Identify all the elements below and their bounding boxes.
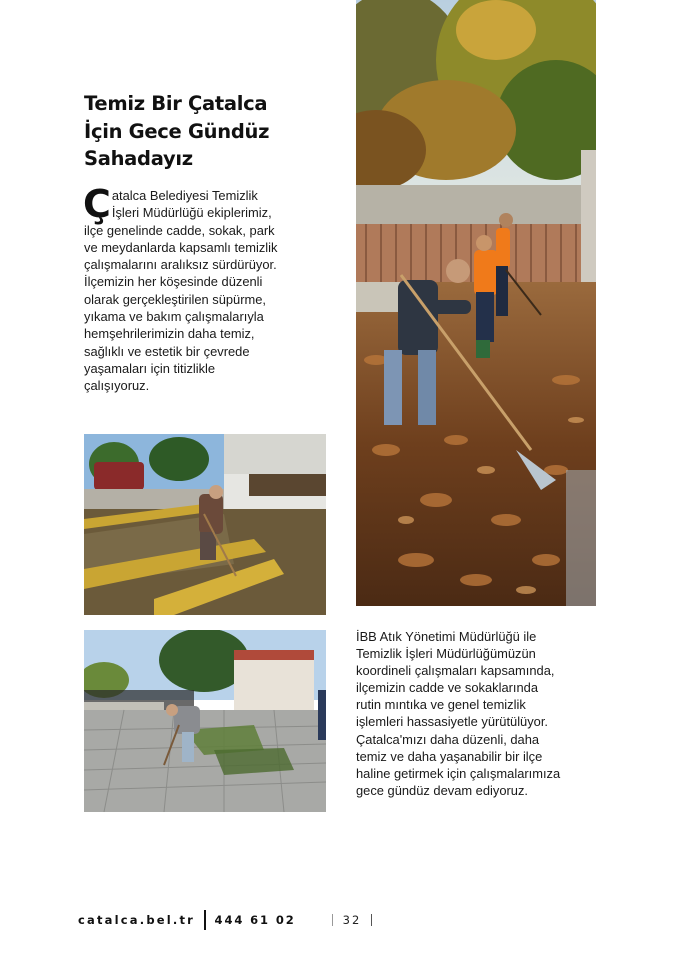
article-title (84, 90, 334, 173)
intro-line: yaşamaları için titizlikle (84, 360, 216, 376)
intro-line: İlçemizin her köşesinde düzenli (84, 274, 263, 290)
title-line-3: Sahadayız (84, 147, 193, 170)
intro-paragraph (83, 182, 329, 395)
photo-b-illustration (84, 630, 326, 812)
footer-divider (204, 910, 206, 930)
page-footer (78, 907, 372, 933)
intro-line: İşleri Müdürlüğü ekiplerimiz, (111, 205, 272, 221)
photo-worker-raking-square (84, 630, 326, 812)
intro-line: olarak gerçekleştirilen süpürme, (84, 291, 266, 307)
intro-line: çalışmalarını aralıksız sürdürüyor. (84, 257, 277, 273)
footer-phone: 444 61 02 (214, 913, 296, 927)
second-line: haline getirmek için çalışmalarımıza (356, 765, 561, 781)
second-line: rutin mıntıka ve genel temizlik (356, 697, 526, 713)
footer-website: catalca.bel.tr (78, 913, 196, 927)
second-line: işlemleri hassasiyetle yürütülüyor. (356, 714, 549, 730)
second-line: İBB Atık Yönetimi Müdürlüğü ile (356, 629, 537, 644)
second-line: ilçemizin cadde ve sokaklarında (356, 680, 538, 696)
page-number-divider-right (371, 914, 372, 926)
second-line: Temizlik İşleri Müdürlüğümüzün (356, 646, 536, 662)
dropcap-letter: Ç (83, 182, 111, 226)
intro-line: yıkama ve bakım çalışmalarıyla (84, 309, 264, 325)
second-line: Çatalca'mızı daha düzenli, daha (356, 731, 540, 747)
page-number-divider-left (332, 914, 333, 926)
intro-line: atalca Belediyesi Temizlik (111, 188, 258, 203)
photo-main-illustration (356, 0, 596, 606)
second-line: temiz ve daha yaşanabilir bir ilçe (356, 748, 543, 764)
intro-line: ve meydanlarda kapsamlı temizlik (84, 239, 278, 255)
photo-workers-raking-leaves (356, 0, 596, 606)
second-line: koordineli çalışmaları kapsamında, (356, 663, 555, 679)
intro-line: hemşehrilerimizin daha temiz, (84, 326, 255, 342)
photo-worker-sweeping-yard (84, 434, 326, 615)
title-line-2: İçin Gece Gündüz (84, 119, 270, 143)
intro-line: ilçe genelinde cadde, sokak, park (84, 222, 275, 238)
title-line-1: Temiz Bir Çatalca (84, 92, 268, 115)
intro-line: çalışıyoruz. (84, 378, 150, 394)
page-number: 32 (342, 913, 362, 927)
second-line: gece gündüz devam ediyoruz. (356, 782, 528, 798)
photo-a-illustration (84, 434, 326, 615)
second-paragraph (356, 628, 606, 799)
intro-line: sağlıklı ve estetik bir çevrede (84, 343, 250, 359)
